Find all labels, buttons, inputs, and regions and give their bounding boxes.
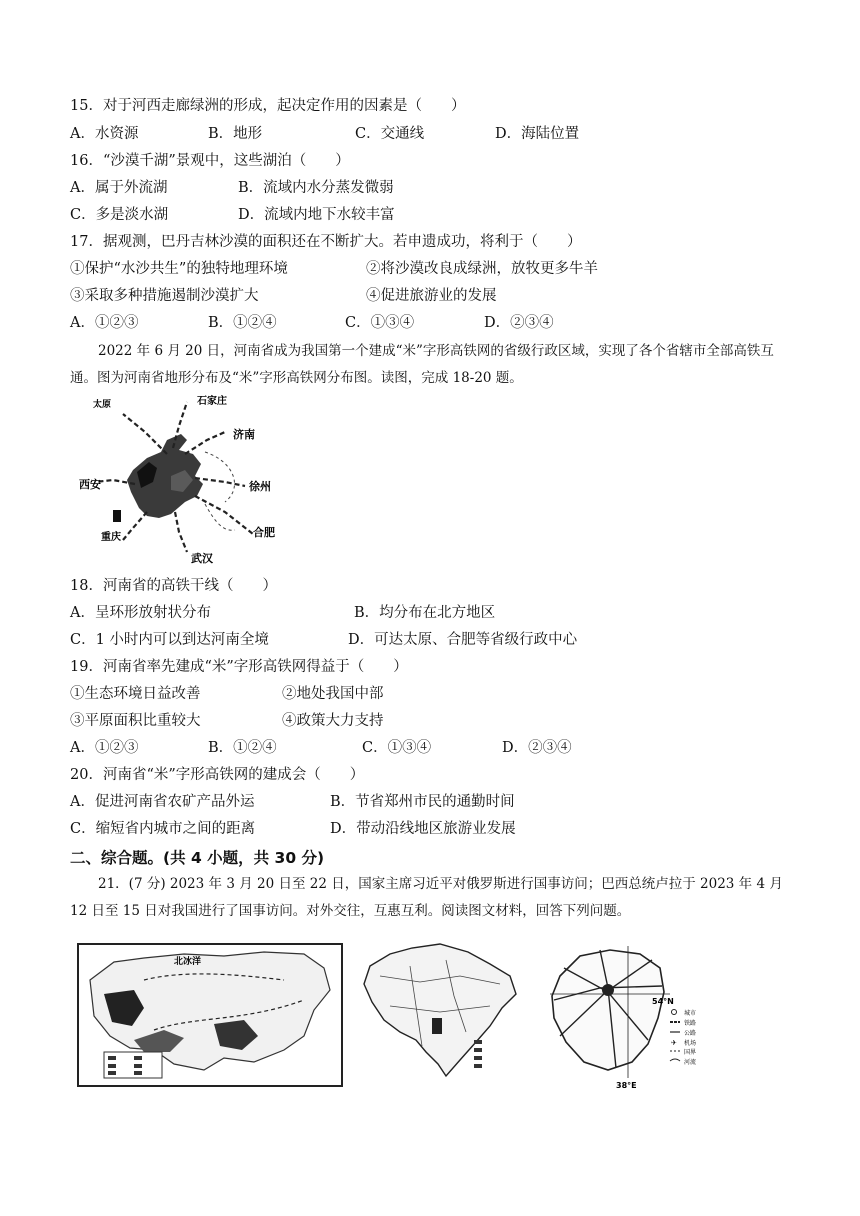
- q20-option-c: C．缩短省内城市之间的距离: [70, 821, 256, 837]
- q17-item-3: ③采取多种措施遏制沙漠扩大: [70, 288, 259, 304]
- rail-to-jinan: [185, 432, 225, 454]
- q20-option-a: A．促进河南省农矿产品外运: [70, 794, 255, 810]
- q17-item-1: ①保护“水沙共生”的独特地理环境: [70, 261, 288, 277]
- q17-option-b: B．①②④: [208, 315, 277, 331]
- q19-item-4: ④政策大力支持: [282, 713, 384, 729]
- rail-to-wuhan: [175, 512, 187, 552]
- intro-18-20: 2022 年 6 月 20 日，河南省成为我国第一个建成“米”字形高铁网的省级行政区域，实现了各个省辖市全部高铁互通。图为河南省地形分布及“米”字形高铁网分布图。读图，完成 18-20 题。: [70, 343, 774, 386]
- legend-river-icon: [670, 1059, 680, 1061]
- legend-railway-label: 铁路: [684, 1020, 697, 1027]
- moscow-region-outline: [552, 950, 664, 1070]
- q18-stem: 18．河南省的高铁干线（ ）: [70, 578, 277, 594]
- legend-airport-label: 机场: [684, 1040, 697, 1047]
- label-xuzhou: 徐州: [249, 480, 271, 493]
- legend-border-label: 国界: [684, 1049, 697, 1056]
- legend-road-label: 公路: [684, 1030, 697, 1037]
- q20-option-d: D．带动沿线地区旅游业发展: [330, 821, 516, 837]
- q16-option-c: C．多是淡水湖: [70, 207, 169, 223]
- q16-option-a: A．属于外流湖: [70, 180, 168, 196]
- q15-option-d: D．海陆位置: [495, 126, 580, 142]
- rail-to-chongqing: [123, 512, 147, 540]
- label-taiyuan: 太原: [93, 400, 112, 410]
- legend-airport-icon: ✈: [671, 1039, 677, 1047]
- label-shijiazhuang: 石家庄: [197, 396, 227, 407]
- q20-stem: 20．河南省“米”字形高铁网的建成会（ ）: [70, 767, 365, 783]
- eurasia-map: [74, 940, 346, 1090]
- q19-option-d: D．②③④: [502, 740, 572, 756]
- q19-option-c: C．①③④: [362, 740, 432, 756]
- q15-option-c: C．交通线: [355, 126, 425, 142]
- q20-option-b: B．节省郑州市民的通勤时间: [330, 794, 515, 810]
- q17-stem: 17．据观测，巴丹吉林沙漠的面积还在不断扩大。若申遗成功，将利于（ ）: [70, 234, 582, 250]
- label-wuhan: 武汉: [191, 552, 213, 565]
- q19-stem: 19．河南省率先建成“米”字形高铁网得益于（ ）: [70, 659, 408, 675]
- rail-to-taiyuan: [123, 414, 167, 454]
- label-54n: 54°N: [652, 997, 674, 1006]
- q19-item-2: ②地处我国中部: [282, 686, 384, 702]
- label-hefei: 合肥: [253, 526, 275, 539]
- q18-option-d: D．可达太原、合肥等省级行政中心: [348, 632, 578, 648]
- legend-city-icon: [672, 1010, 677, 1015]
- q17-item-4: ④促进旅游业的发展: [366, 288, 497, 304]
- legend-river-label: 河流: [684, 1059, 697, 1066]
- section-2-heading: 二、综合题。(共 4 小题，共 30 分): [70, 849, 325, 867]
- q21-text: 21．(7 分) 2023 年 3 月 20 日至 22 日，国家主席习近平对俄罗斯进行国事访问；巴西总统卢拉于 2023 年 4 月 12 日至 15 日对我国进行了国事访问。对外交往，互惠互利。阅读图文材料，回答下列问题。: [70, 876, 783, 919]
- q17-option-d: D．②③④: [484, 315, 554, 331]
- moscow-region-map: [540, 940, 720, 1090]
- legend-city-label: 城市: [684, 1010, 697, 1017]
- henan-rail-map: [75, 392, 290, 570]
- label-xian: 西安: [79, 478, 101, 491]
- brazil-map: [350, 936, 528, 1086]
- q19-item-3: ③平原面积比重较大: [70, 713, 201, 729]
- q17-option-a: A．①②③: [70, 315, 139, 331]
- q17-item-2: ②将沙漠改良成绿洲，放牧更多牛羊: [366, 261, 598, 277]
- rail-curve-east: [205, 452, 235, 502]
- label-38e: 38°E: [616, 1081, 637, 1090]
- q19-option-a: A．①②③: [70, 740, 139, 756]
- q18-option-c: C．1 小时内可以到达河南全境: [70, 632, 269, 648]
- chongqing-marker: [113, 510, 121, 522]
- label-arctic-ocean: 北冰洋: [174, 957, 202, 967]
- q16-option-b: B．流域内水分蒸发微弱: [238, 180, 394, 196]
- q16-option-d: D．流域内地下水较丰富: [238, 207, 395, 223]
- label-chongqing: 重庆: [101, 532, 121, 543]
- q18-option-b: B．均分布在北方地区: [354, 605, 496, 621]
- q15-stem: 15．对于河西走廊绿洲的形成，起决定作用的因素是（ ）: [70, 98, 466, 114]
- label-jinan: 济南: [233, 428, 255, 441]
- brazil-outline: [364, 944, 516, 1076]
- q16-stem: 16．“沙漠千湖”景观中，这些湖泊（ ）: [70, 153, 350, 169]
- q18-option-a: A．呈环形放射状分布: [70, 605, 211, 621]
- brazil-shaded-region: [432, 1018, 442, 1034]
- q15-option-a: A．水资源: [70, 126, 139, 142]
- q19-option-b: B．①②④: [208, 740, 277, 756]
- q15-option-b: B．地形: [208, 126, 263, 142]
- q19-item-1: ①生态环境日益改善: [70, 686, 201, 702]
- q17-option-c: C．①③④: [345, 315, 415, 331]
